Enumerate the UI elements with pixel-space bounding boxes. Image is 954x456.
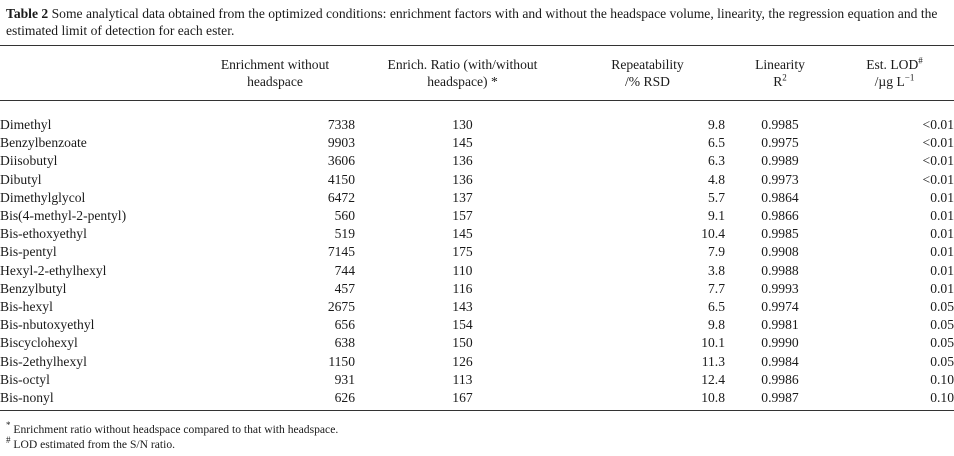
ratio-cell: 136 (452, 153, 473, 169)
table-row (0, 243, 954, 261)
table-row (0, 316, 954, 334)
footnote-lod (6, 435, 176, 452)
ester-name-cell: Bis-hexyl (0, 299, 53, 315)
enrichment-cell: 931 (334, 371, 355, 387)
ratio-cell: 150 (452, 335, 473, 351)
ratio-cell: 145 (452, 226, 473, 242)
rsd-cell: 4.8 (708, 171, 725, 187)
rsd-cell: 10.4 (701, 226, 725, 242)
linearity-cell: 0.9987 (761, 390, 799, 406)
table-row (0, 353, 954, 371)
ratio-cell: 145 (452, 135, 473, 151)
footnote-mark: * (6, 420, 11, 431)
header-repeatability (570, 56, 725, 116)
lod-cell: 0.01 (930, 226, 954, 242)
linearity-cell: 0.9981 (761, 317, 799, 333)
rsd-cell: 6.3 (708, 153, 725, 169)
linearity-cell: 0.9985 (761, 226, 799, 242)
ester-name-cell: Dibutyl (0, 171, 42, 187)
lod-cell: 0.01 (930, 208, 954, 224)
ester-name-cell: Bis-nbutoxyethyl (0, 317, 95, 333)
table-row (0, 262, 954, 280)
table-header (0, 56, 954, 116)
lod-cell: <0.01 (922, 135, 954, 151)
ester-name-cell: Dimethylglycol (0, 189, 86, 205)
header-linearity-r: R (773, 74, 783, 89)
linearity-cell: 0.9990 (761, 335, 799, 351)
enrichment-cell: 519 (334, 226, 355, 242)
rsd-cell: 6.5 (708, 299, 725, 315)
lod-cell: 0.01 (930, 280, 954, 296)
enrichment-cell: 6472 (327, 189, 355, 205)
linearity-cell: 0.9975 (761, 135, 799, 151)
header-repeatability-line2: /% RSD (625, 74, 670, 89)
header-linearity-line2 (725, 73, 835, 90)
table-row (0, 371, 954, 389)
ratio-cell: 143 (452, 299, 473, 315)
lod-cell: <0.01 (922, 117, 954, 132)
enrichment-cell: 656 (334, 317, 355, 333)
ratio-cell: 116 (452, 280, 473, 296)
ester-name-cell: Bis-nonyl (0, 390, 54, 406)
header-linearity (725, 56, 835, 116)
linearity-cell: 0.9993 (761, 280, 799, 296)
lod-cell: <0.01 (922, 153, 954, 169)
linearity-cell: 0.9989 (761, 153, 799, 169)
ratio-cell: 136 (452, 171, 473, 187)
enrichment-cell: 7145 (327, 244, 355, 260)
enrichment-cell: 626 (334, 390, 355, 406)
ester-name-cell: Biscyclohexyl (0, 335, 78, 351)
ratio-cell: 126 (452, 353, 473, 369)
table-row (0, 225, 954, 243)
table-row (0, 134, 954, 152)
rsd-cell: 9.8 (708, 117, 725, 132)
header-lod-mark: # (918, 55, 923, 66)
enrichment-cell: 457 (334, 280, 355, 296)
enrichment-cell: 560 (334, 208, 355, 224)
linearity-cell: 0.9985 (761, 117, 799, 132)
rsd-cell: 12.4 (701, 371, 725, 387)
lod-cell: 0.05 (930, 335, 954, 351)
footnote-mark: # (6, 435, 11, 446)
ratio-cell: 110 (452, 262, 473, 278)
table-row (0, 389, 954, 407)
header-lod-line2 (835, 73, 954, 90)
ester-name-cell: Bis(4-methyl-2-pentyl) (0, 208, 127, 224)
header-enrichment-line2: headspace (247, 74, 303, 89)
rsd-cell: 11.3 (701, 353, 725, 369)
rsd-cell: 10.1 (701, 335, 725, 351)
table-row (0, 280, 954, 298)
lod-cell: 0.01 (930, 189, 954, 205)
ester-name-cell: Bis-2ethylhexyl (0, 353, 87, 369)
lod-cell: 0.01 (930, 244, 954, 260)
header-linearity-line1: Linearity (755, 57, 805, 72)
rsd-cell: 7.9 (708, 244, 725, 260)
ester-name-cell: Bis-pentyl (0, 244, 57, 260)
ester-name-cell: Benzylbutyl (0, 280, 67, 296)
ester-name-cell: Bis-octyl (0, 371, 50, 387)
lod-cell: 0.05 (930, 353, 954, 369)
bottom-rule (0, 410, 954, 411)
enrichment-cell: 744 (334, 262, 355, 278)
header-ratio-line2: headspace) * (427, 74, 498, 89)
top-rule (0, 45, 954, 46)
footnote-text: Enrichment ratio without headspace compared to that with headspace. (13, 423, 339, 436)
header-lod-unit-sup: −1 (904, 72, 915, 83)
footnote-ratio (6, 420, 339, 437)
linearity-cell: 0.9986 (761, 371, 799, 387)
header-row (0, 56, 954, 116)
ester-name-cell: Dimethyl (0, 117, 52, 132)
linearity-cell: 0.9974 (761, 299, 799, 315)
lod-cell: 0.10 (930, 390, 954, 406)
lod-cell: <0.01 (922, 171, 954, 187)
ratio-cell: 167 (452, 390, 473, 406)
table-row (0, 116, 954, 134)
caption-label: Table 2 (6, 6, 49, 21)
rsd-cell: 7.7 (708, 280, 725, 296)
table-row (0, 152, 954, 170)
ester-name-cell: Benzylbenzoate (0, 135, 87, 151)
ratio-cell: 113 (452, 371, 473, 387)
ratio-cell: 130 (452, 117, 473, 132)
rsd-cell: 9.1 (708, 208, 725, 224)
linearity-cell: 0.9908 (761, 244, 799, 260)
lod-cell: 0.05 (930, 299, 954, 315)
rsd-cell: 6.5 (708, 135, 725, 151)
table-body (0, 116, 954, 407)
linearity-cell: 0.9864 (761, 189, 799, 205)
lod-cell: 0.01 (930, 262, 954, 278)
ratio-cell: 154 (452, 317, 473, 333)
header-lod (835, 56, 954, 116)
header-ratio (355, 56, 570, 116)
header-enrichment-line1: Enrichment without (220, 57, 330, 72)
enrichment-cell: 7338 (327, 117, 355, 132)
footnote-text: LOD estimated from the S/N ratio. (13, 438, 176, 451)
rsd-cell: 10.8 (701, 390, 725, 406)
table-row (0, 298, 954, 316)
linearity-cell: 0.9988 (761, 262, 799, 278)
linearity-cell: 0.9866 (761, 208, 799, 224)
header-enrichment (195, 56, 355, 116)
caption-text: Some analytical data obtained from the optimized conditions: enrichment factors with and without the headspace volume, linearity, the regression equation and the estimated limit of detection for each ester. (6, 6, 938, 38)
table-row (0, 189, 954, 207)
header-lod-unit: /µg L (874, 74, 905, 89)
ester-name-cell: Diisobutyl (0, 153, 58, 169)
header-lod-text: Est. LOD (866, 57, 919, 72)
ratio-cell: 137 (452, 189, 473, 205)
ratio-cell: 175 (452, 244, 473, 260)
rsd-cell: 3.8 (708, 262, 725, 278)
lod-cell: 0.10 (930, 371, 954, 387)
linearity-cell: 0.9973 (761, 171, 799, 187)
enrichment-cell: 1150 (328, 353, 355, 369)
data-table (0, 56, 954, 407)
header-lod-line1 (835, 56, 954, 73)
enrichment-cell: 9903 (327, 135, 355, 151)
enrichment-cell: 4150 (327, 171, 355, 187)
table-caption (6, 5, 946, 39)
table-row (0, 171, 954, 189)
rsd-cell: 5.7 (708, 189, 725, 205)
header-ratio-line1: Enrich. Ratio (with/without (387, 57, 538, 72)
table-row (0, 334, 954, 352)
lod-cell: 0.05 (930, 317, 954, 333)
header-ester (0, 56, 195, 116)
linearity-cell: 0.9984 (761, 353, 799, 369)
enrichment-cell: 2675 (327, 299, 355, 315)
enrichment-cell: 3606 (327, 153, 355, 169)
enrichment-cell: 638 (334, 335, 355, 351)
ester-name-cell: Bis-ethoxyethyl (0, 226, 87, 242)
header-repeatability-line1: Repeatability (611, 57, 684, 72)
header-linearity-sup: 2 (782, 72, 787, 83)
ratio-cell: 157 (452, 208, 473, 224)
rsd-cell: 9.8 (708, 317, 725, 333)
ester-name-cell: Hexyl-2-ethylhexyl (0, 262, 107, 278)
table-row (0, 207, 954, 225)
